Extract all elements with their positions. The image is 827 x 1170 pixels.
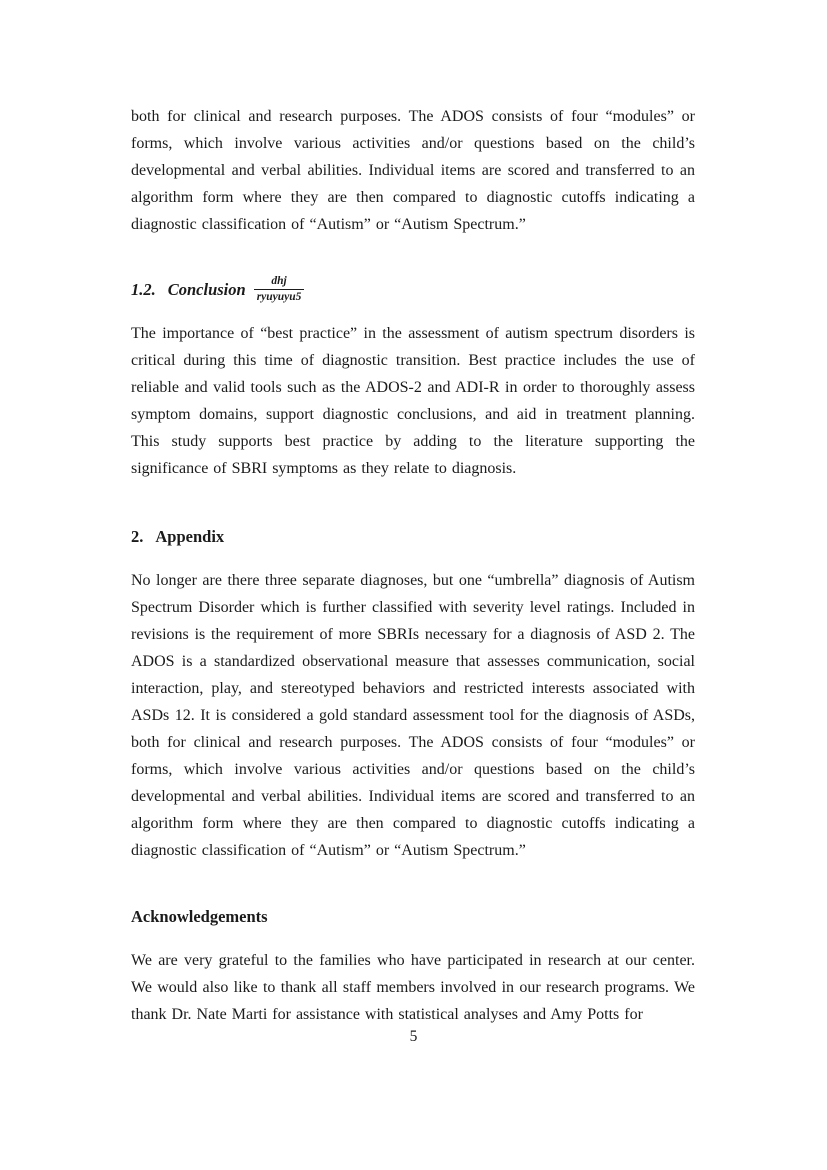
fraction-numerator: dhj: [271, 275, 287, 288]
paragraph-acknowledgements-body: We are very grateful to the families who have participated in research at our center. We would also like to thank all staff members involved in our research programs. We thank Dr. Nate Marti for assistance with statistical analyses and Amy Potts for: [131, 952, 695, 1023]
section-number: 1.2.: [131, 279, 156, 299]
math-fraction: [254, 274, 305, 304]
paragraph-conclusion-body: The importance of “best practice” in the assessment of autism spectrum disorders is critical during this time of diagnostic transition. Best practice includes the use of reliable and valid tools such as the ADOS-2 and ADI-R in order to thoroughly assess symptom domains, support diagnostic conclusions, and aid in treatment planning. This study supports best practice by adding to the literature supporting the significance of SBRI symptoms as they relate to diagnosis.: [131, 325, 695, 477]
section-heading-acknowledgements: [131, 903, 695, 930]
section-heading-appendix: [131, 523, 695, 550]
paragraph-appendix-body: No longer are there three separate diagnoses, but one “umbrella” diagnosis of Autism Spectrum Disorder which is further classified with severity level ratings. Included in revisions is the requirement of more SBRIs necessary for a diagnosis of ASD 2. The ADOS is a standardized observational measure that assesses communication, social interaction, play, and stereotyped behaviors and restricted interests associated with ASDs 12. It is considered a gold standard assessment tool for the diagnosis of ASDs, both for clinical and research purposes. The ADOS consists of four “modules” or forms, which involve various activities and/or questions based on the child’s developmental and verbal abilities. Individual items are scored and transferred to an algorithm form where they are then compared to diagnostic cutoffs indicating a diagnostic classification of “Autism” or “Autism Spectrum.”: [131, 572, 695, 859]
page-number: 5: [409, 1028, 418, 1045]
section-number: 2.: [131, 527, 144, 546]
paragraph-ados-continuation: both for clinical and research purposes. The ADOS consists of four “modules” or forms, which involve various activities and/or questions based on the child’s developmental and verbal abilities. Individual items are scored and transferred to an algorithm form where they are then compared to diagnostic cutoffs indicating a diagnostic classification of “Autism” or “Autism Spectrum.”: [131, 108, 695, 233]
fraction-denominator: ryuyuyu5: [254, 289, 305, 304]
section-title: Conclusion: [167, 279, 246, 299]
section-heading-conclusion: [131, 271, 695, 307]
section-title: Appendix: [155, 527, 225, 546]
section-title: Acknowledgements: [131, 907, 268, 926]
